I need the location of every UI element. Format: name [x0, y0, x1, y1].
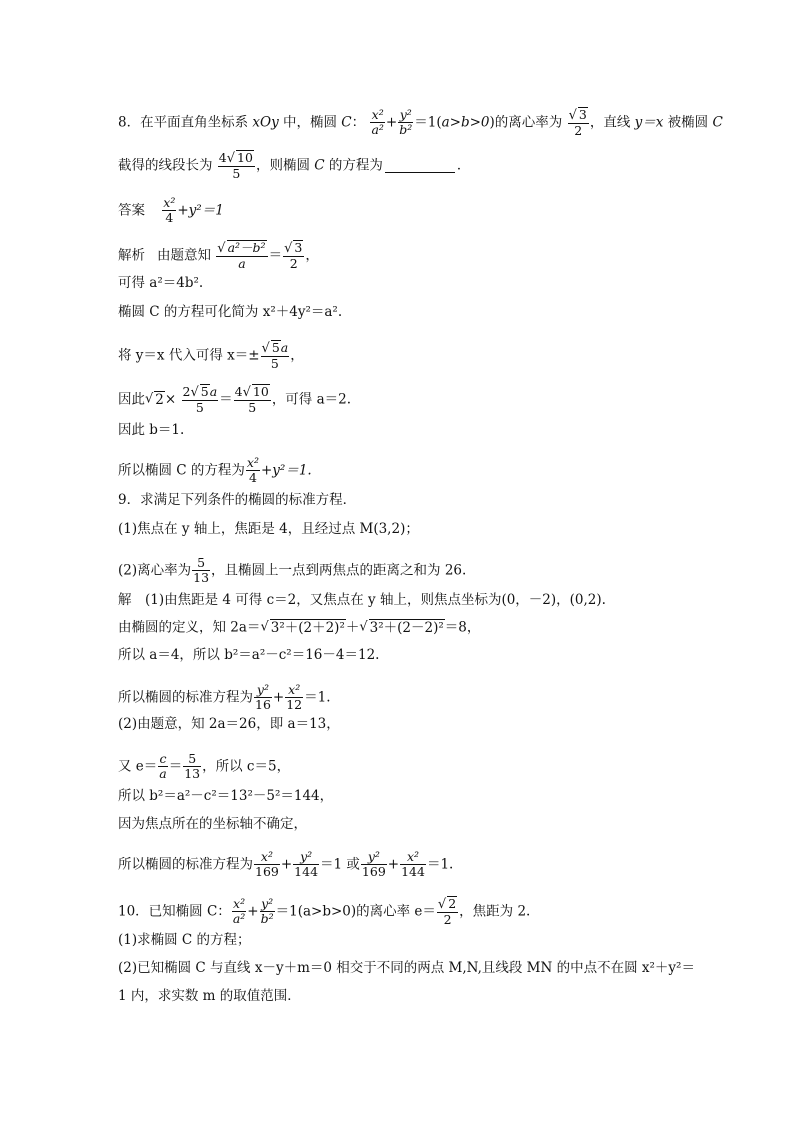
fraction-x2-12: [285, 683, 303, 712]
numerator: y²: [261, 896, 274, 911]
text: ，: [290, 347, 304, 364]
text: ＝1.: [426, 856, 454, 873]
text: ，所以 c＝5，: [202, 758, 291, 775]
coef: 4: [218, 150, 227, 165]
numerator: x²: [254, 850, 280, 865]
plus: +: [247, 903, 259, 920]
denominator: 169: [255, 864, 279, 879]
denominator: 13: [184, 766, 201, 781]
text: 所以椭圆的标准方程为: [118, 856, 253, 873]
solution-9-line-5: (2)由题意，知 2a＝26，即 a＝13，: [118, 716, 340, 732]
plus: +: [280, 856, 293, 873]
denominator: a: [238, 256, 246, 271]
numerator: y²: [399, 107, 412, 122]
text: ．: [456, 157, 471, 174]
coef: 4: [234, 384, 243, 399]
denominator: 169: [361, 864, 386, 879]
solution-9-line-8: 因为焦点所在的坐标轴不确定，: [118, 816, 307, 832]
numerator: [437, 896, 458, 913]
times: ×: [164, 391, 177, 408]
radical-sign: √: [242, 385, 251, 400]
radicand: 2: [448, 896, 457, 911]
var-c: C: [314, 157, 325, 174]
answer-8: [118, 196, 224, 225]
fraction-y2-144: [293, 850, 319, 879]
answer-blank: [385, 159, 455, 173]
solution-9-line-9: [118, 850, 453, 879]
var-xoy: xOy: [252, 114, 279, 131]
plus: +: [272, 689, 285, 706]
fraction-4sqrt10-5: [234, 384, 271, 415]
solution-8-line-2: 可得 a²＝4b².: [118, 275, 204, 291]
radical-sign: √: [437, 897, 447, 912]
solution-8-line-1: [118, 240, 319, 271]
problem-8-line-1: [118, 107, 723, 138]
fraction-y2-16: [254, 683, 272, 712]
text: 因此: [118, 391, 145, 408]
fraction-2sqrt5a-5: [182, 384, 219, 415]
problem-10-line-1: [118, 896, 530, 927]
text: 中，椭圆: [278, 114, 342, 131]
numerator: [216, 240, 267, 257]
fraction-x2-4: [162, 196, 176, 225]
text: 由题意知: [157, 247, 211, 264]
radical-sign: √: [226, 151, 236, 166]
radicand: 5: [200, 384, 209, 399]
fraction-sqrt5a-5: [261, 340, 290, 371]
radicand: 3: [578, 107, 587, 122]
fraction-x2-a2: [370, 108, 384, 137]
denominator: 5: [195, 400, 204, 415]
solution-8-line-3: 椭圆 C 的方程可化简为 x²＋4y²＝a².: [118, 304, 343, 320]
solution-9-line-1: 解 (1)由焦距是 4 可得 c＝2，又焦点在 y 轴上，则焦点坐标为(0，－2)，(0,2).: [118, 592, 606, 608]
problem-10-q1: (1)求椭圆 C 的方程；: [118, 932, 251, 948]
numerator: [283, 240, 304, 257]
var-a: a: [209, 384, 218, 399]
numerator: y²: [293, 850, 319, 865]
radical-sign: √: [261, 341, 270, 356]
text: 又 e＝: [118, 758, 158, 775]
radicand: 5: [271, 340, 280, 355]
solution-label: 解析: [118, 247, 145, 264]
numerator: [568, 107, 589, 124]
solution-8-line-7: [118, 456, 312, 485]
fraction-y2-b2: [398, 108, 413, 137]
numerator: x²: [285, 683, 303, 698]
radical-sign: √: [260, 619, 269, 635]
numerator: [182, 384, 219, 401]
denominator: b²: [399, 122, 413, 137]
coef: 2: [182, 384, 191, 399]
solution-9-line-7: 所以 b²＝a²－c²＝13²－5²＝144，: [118, 788, 334, 804]
text: 的方程为: [324, 157, 383, 174]
denominator: 13: [193, 570, 210, 585]
radicand: 3²＋(2＋2)²: [270, 620, 345, 636]
fraction-x2-144: [400, 850, 426, 879]
solution-9-line-2: [118, 619, 480, 636]
numerator: x²: [233, 896, 246, 911]
text: ，焦距为 2.: [459, 903, 531, 920]
line-eq: y＝x: [634, 114, 664, 131]
text: 8．在平面直角坐标系: [118, 114, 253, 131]
numerator: x²: [246, 455, 259, 470]
text: (2)离心率为: [118, 562, 192, 579]
text: 10．已知椭圆 C：: [118, 903, 231, 920]
denominator: 4: [248, 470, 257, 485]
solution-9-line-4: [118, 683, 331, 712]
fraction-x2-4: [246, 456, 260, 485]
solution-8-line-4: [118, 340, 304, 371]
text: ，则椭圆: [255, 157, 315, 174]
fraction-4sqrt10-5: [218, 150, 255, 181]
denominator: 5: [232, 166, 241, 181]
text: ＝1(a>b>0)的离心率 e＝: [275, 903, 436, 920]
text: ，: [305, 247, 319, 264]
denominator: 2: [443, 912, 452, 927]
radical-sign: √: [217, 241, 226, 256]
fraction-y2-b2: [260, 897, 275, 926]
fraction-x2-169: [254, 850, 280, 879]
radicand: a²－b²: [227, 240, 266, 255]
fraction-sqrt3-2: [568, 107, 589, 138]
radicand: 3: [294, 240, 303, 255]
denominator: b²: [260, 911, 274, 926]
text: )的离心率为: [489, 114, 563, 131]
text: 截得的线段长为: [118, 157, 213, 174]
radical-sign: √: [190, 385, 199, 400]
condition: a>b>0: [441, 114, 490, 131]
denominator: 12: [286, 697, 303, 712]
plus: +: [385, 114, 398, 131]
radicand: 10: [237, 150, 253, 165]
solution-8-line-5: [118, 384, 351, 415]
numerator: 5: [192, 556, 210, 571]
text: +y²＝1.: [260, 462, 312, 479]
fraction-x2-a2: [232, 897, 246, 926]
fraction-c-a: [158, 752, 167, 781]
denominator: a²: [232, 911, 246, 926]
plus: +: [387, 856, 400, 873]
text: ，直线: [589, 114, 635, 131]
denominator: 5: [248, 400, 257, 415]
radical-sign: √: [568, 108, 577, 123]
denominator: 16: [255, 697, 271, 712]
numerator: c: [159, 751, 167, 766]
fraction-5-13: [183, 752, 201, 781]
text: 被椭圆: [663, 114, 713, 131]
numerator: 5: [183, 752, 201, 767]
radicand: 10: [252, 384, 269, 399]
answer-label: 答案: [118, 202, 145, 219]
denominator: 4: [165, 210, 174, 225]
radicand: 3²＋(2－2)²: [369, 620, 444, 636]
var-c: C: [712, 114, 723, 131]
numerator: [261, 340, 290, 357]
denominator: 2: [574, 123, 583, 138]
radical-sign: √: [284, 241, 293, 256]
text: +y²＝1: [177, 202, 224, 219]
var-c: C: [341, 114, 352, 131]
problem-9-title: 9．求满足下列条件的椭圆的标准方程．: [118, 492, 357, 508]
problem-8-line-2: [118, 150, 470, 181]
text: ，且椭圆上一点到两焦点的距离之和为 26.: [211, 562, 467, 579]
radicand: 2: [155, 392, 164, 408]
denominator: a²: [371, 122, 384, 137]
numerator: y²: [361, 850, 387, 865]
denominator: 144: [401, 864, 425, 879]
radical-sign: √: [145, 391, 154, 407]
problem-9-q2: [118, 556, 466, 585]
numerator: [218, 150, 255, 167]
numerator: x²: [371, 107, 384, 122]
var-a: a: [280, 340, 289, 355]
problem-10-q2-line-2: 1 内，求实数 m 的取值范围．: [118, 988, 301, 1004]
text: 将 y＝x 代入可得 x＝±: [118, 347, 260, 364]
denominator: 144: [294, 864, 319, 879]
problem-10-q2-line-1: (2)已知椭圆 C 与直线 x－y＋m＝0 相交于不同的两点 M,N,且线段 MN 的中点不在圆 x²＋y²＝: [118, 960, 695, 976]
text: ，可得 a＝2.: [271, 391, 352, 408]
equals: ＝: [268, 247, 283, 264]
fraction-5-13: [192, 556, 210, 585]
fraction-sqrt3-2: [283, 240, 304, 271]
text: ：: [351, 114, 366, 131]
solution-9-line-6: [118, 752, 290, 781]
problem-9-q1: (1)焦点在 y 轴上，焦距是 4，且经过点 M(3,2)；: [118, 521, 419, 537]
text: ＝1.: [304, 689, 331, 706]
solution-8-line-6: 因此 b＝1.: [118, 422, 185, 438]
radical-sign: √: [359, 619, 368, 635]
denominator: a: [159, 766, 167, 781]
text: 由椭圆的定义，知 2a＝: [118, 619, 261, 636]
equals: ＝: [219, 391, 233, 408]
numerator: x²: [163, 195, 176, 210]
fraction-sqrt-a2b2-a: [216, 240, 267, 271]
equals: ＝: [168, 758, 183, 775]
text: ＝1(: [414, 114, 442, 131]
solution-9-line-3: 所以 a＝4，所以 b²＝a²－c²＝16－4＝12.: [118, 647, 380, 663]
denominator: 2: [289, 256, 298, 271]
numerator: x²: [400, 850, 426, 865]
fraction-sqrt2-2: [437, 896, 458, 927]
text: ＝1 或: [320, 856, 360, 873]
numerator: y²: [254, 683, 272, 698]
plus: ＋: [345, 619, 360, 636]
text: ＝8，: [444, 619, 481, 636]
text: 所以椭圆 C 的方程为: [118, 462, 245, 479]
text: 所以椭圆的标准方程为: [118, 689, 253, 706]
fraction-y2-169: [361, 850, 387, 879]
numerator: [234, 384, 271, 401]
denominator: 5: [270, 356, 279, 371]
